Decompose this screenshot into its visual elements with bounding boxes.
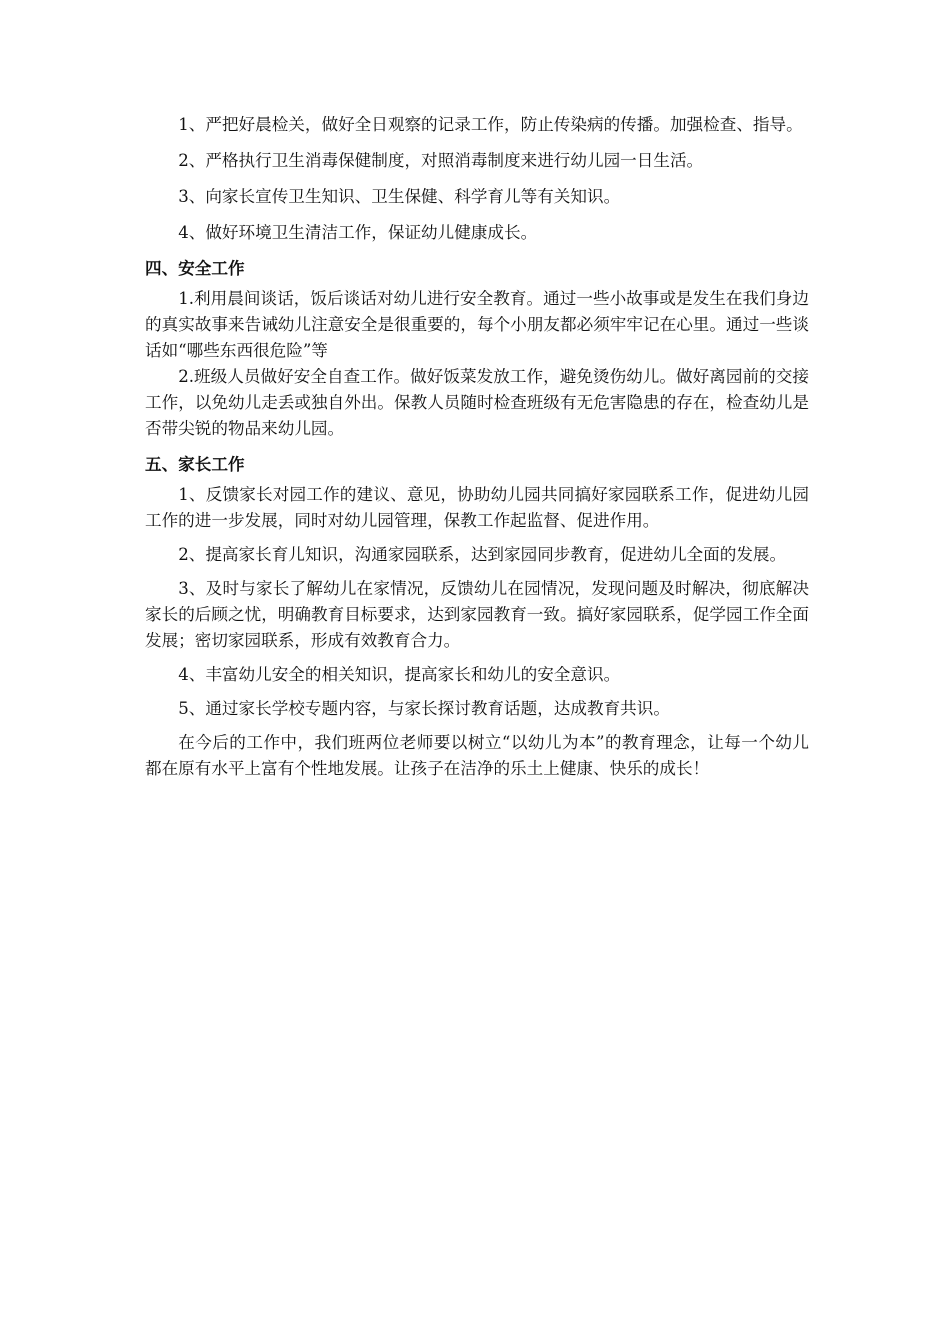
- parents-item-5: 5、通过家长学校专题内容，与家长探讨教育话题，达成教育共识。: [178, 699, 670, 718]
- closing-paragraph: 在今后的工作中，我们班两位老师要以树立“以幼儿为本”的教育理念，让每一个幼儿都在原有水平上富有个性地发展。让孩子在洁净的乐土上健康、快乐的成长！: [145, 733, 809, 778]
- health-item-4: 4、做好环境卫生清洁工作，保证幼儿健康成长。: [178, 223, 538, 242]
- section-heading-safety: 四、安全工作: [145, 259, 245, 278]
- section-heading-parents: 五、家长工作: [145, 455, 245, 474]
- parents-item-1: 1、反馈家长对园工作的建议、意见，协助幼儿园共同搞好家园联系工作，促进幼儿园工作的进一步发展，同时对幼儿园管理，保教工作起监督、促进作用。: [145, 485, 809, 530]
- safety-item-2: 2.班级人员做好安全自查工作。做好饭菜发放工作，避免烫伤幼儿。做好离园前的交接工作，以免幼儿走丢或独自外出。保教人员随时检查班级有无危害隐患的存在，检查幼儿是否带尖锐的物品来幼儿园。: [145, 367, 809, 438]
- health-item-2: 2、严格执行卫生消毒保健制度，对照消毒制度来进行幼儿园一日生活。: [178, 151, 704, 170]
- parents-item-3: 3、及时与家长了解幼儿在家情况，反馈幼儿在园情况，发现问题及时解决，彻底解决家长的后顾之忧，明确教育目标要求，达到家园教育一致。搞好家园联系，促学园工作全面发展；密切家园联系，形成有效教育合力。: [145, 579, 809, 650]
- safety-item-1: 1.利用晨间谈话，饭后谈话对幼儿进行安全教育。通过一些小故事或是发生在我们身边的真实故事来告诫幼儿注意安全是很重要的，每个小朋友都必须牢牢记在心里。通过一些谈话如“哪些东西很危险”等: [145, 289, 809, 360]
- health-item-3: 3、向家长宣传卫生知识、卫生保健、科学育儿等有关知识。: [178, 187, 621, 206]
- parents-item-2: 2、提高家长育儿知识，沟通家园联系，达到家园同步教育，促进幼儿全面的发展。: [178, 545, 787, 564]
- parents-item-4: 4、丰富幼儿安全的相关知识，提高家长和幼儿的安全意识。: [178, 665, 621, 684]
- health-item-1: 1、严把好晨检关，做好全日观察的记录工作，防止传染病的传播。加强检查、指导。: [178, 115, 803, 134]
- document-body: [145, 112, 809, 782]
